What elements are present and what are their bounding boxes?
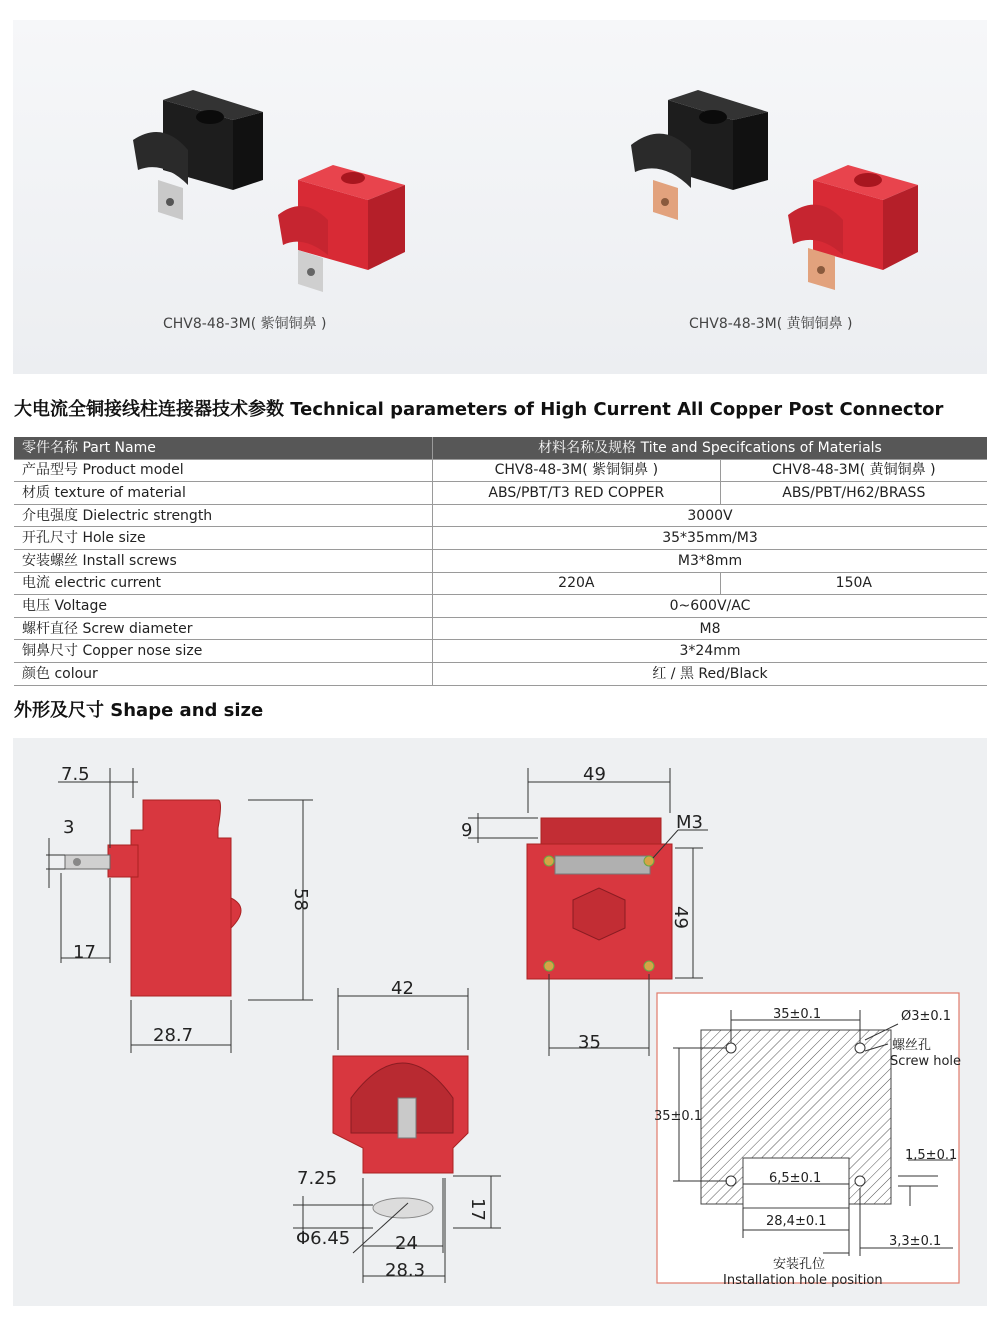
table-row: [14, 527, 987, 550]
install-pos-cn: 安装孔位: [773, 1257, 826, 1272]
dim-7-5: 7.5: [61, 764, 90, 785]
cell-value: 0~600V/AC: [433, 595, 988, 618]
caption-left: CHV8-48-3M( 紫铜铜鼻 ): [163, 316, 327, 332]
dim-9: 9: [461, 820, 473, 841]
dim-1-5: 1,5±0.1: [905, 1148, 958, 1163]
dim-6-5: 6,5±0.1: [769, 1171, 822, 1186]
row-label: 介电强度 Dielectric strength: [14, 504, 433, 527]
cell-left: ABS/PBT/T3 RED COPPER: [433, 482, 721, 505]
dim-3-3: 3,3±0.1: [889, 1234, 942, 1249]
red-connector-left: [278, 165, 405, 292]
side-view: [46, 768, 313, 1053]
table-row: [14, 549, 987, 572]
table-row: [14, 459, 987, 482]
table-row: [14, 595, 987, 618]
cell-left: CHV8-48-3M( 紫铜铜鼻 ): [433, 459, 721, 482]
cell-value: 3*24mm: [433, 640, 988, 663]
cell-value: 3000V: [433, 504, 988, 527]
table-header-row: [14, 437, 987, 459]
dim-49-top: 49: [583, 764, 606, 785]
table-row: [14, 662, 987, 685]
row-label: 电流 electric current: [14, 572, 433, 595]
dim-phi-6-45: Φ6.45: [296, 1228, 351, 1249]
dim-17-side: 17: [73, 942, 96, 963]
dimension-drawing-area: [13, 738, 987, 1306]
dim-h35: 35±0.1: [773, 1007, 822, 1022]
spec-table: [14, 437, 987, 686]
row-label: 开孔尺寸 Hole size: [14, 527, 433, 550]
cell-right: ABS/PBT/H62/BRASS: [720, 482, 987, 505]
header-part-name: 零件名称 Part Name: [14, 437, 433, 459]
cell-value: 红 / 黑 Red/Black: [433, 662, 988, 685]
cell-value: 35*35mm/M3: [433, 527, 988, 550]
red-connector-right: [788, 165, 918, 290]
row-label: 铜鼻尺寸 Copper nose size: [14, 640, 433, 663]
dim-17-bottom: 17: [467, 1198, 488, 1221]
cell-left: 220A: [433, 572, 721, 595]
product-photo-area: [13, 20, 987, 374]
install-pos-en: Installation hole position: [723, 1273, 883, 1288]
row-label: 螺杆直径 Screw diameter: [14, 617, 433, 640]
black-connector-left: [133, 90, 263, 220]
dim-28-7: 28.7: [153, 1025, 194, 1046]
dim-7-25: 7.25: [297, 1168, 338, 1189]
dimension-drawings: [13, 738, 987, 1306]
dim-hole-3: Ø3±0.1: [901, 1009, 952, 1024]
dim-3: 3: [63, 817, 75, 838]
row-label: 材质 texture of material: [14, 482, 433, 505]
dim-28-4: 28,4±0.1: [766, 1214, 827, 1229]
table-row: [14, 572, 987, 595]
table-row: [14, 640, 987, 663]
shape-size-title: 外形及尺寸 Shape and size: [14, 700, 264, 721]
dim-v35: 35±0.1: [654, 1109, 703, 1124]
cell-right: 150A: [720, 572, 987, 595]
header-materials: 材料名称及规格 Tite and Specifcations of Materials: [433, 437, 988, 459]
row-label: 产品型号 Product model: [14, 459, 433, 482]
dim-28-3: 28.3: [385, 1260, 426, 1281]
black-connector-right: [631, 90, 768, 220]
cell-value: M3*8mm: [433, 549, 988, 572]
row-label: 颜色 colour: [14, 662, 433, 685]
row-label: 安装螺丝 Install screws: [14, 549, 433, 572]
installation-hole-diagram: [654, 993, 961, 1288]
dim-58: 58: [290, 888, 311, 911]
dim-35: 35: [578, 1032, 601, 1053]
cell-right: CHV8-48-3M( 黄铜铜鼻 ): [720, 459, 987, 482]
dim-24: 24: [395, 1233, 418, 1254]
caption-right: CHV8-48-3M( 黄铜铜鼻 ): [689, 316, 853, 332]
table-row: [14, 504, 987, 527]
dim-49-side: 49: [670, 906, 691, 929]
cell-value: M8: [433, 617, 988, 640]
screw-hole-en: Screw hole: [890, 1054, 962, 1069]
tech-parameters-title: 大电流全铜接线柱连接器技术参数 Technical parameters of High Current All Copper Post Connector: [14, 399, 944, 420]
screw-hole-cn: 螺丝孔: [892, 1038, 932, 1053]
table-row: [14, 482, 987, 505]
row-label: 电压 Voltage: [14, 595, 433, 618]
dim-m3: M3: [676, 812, 703, 833]
table-row: [14, 617, 987, 640]
dim-42: 42: [391, 978, 414, 999]
